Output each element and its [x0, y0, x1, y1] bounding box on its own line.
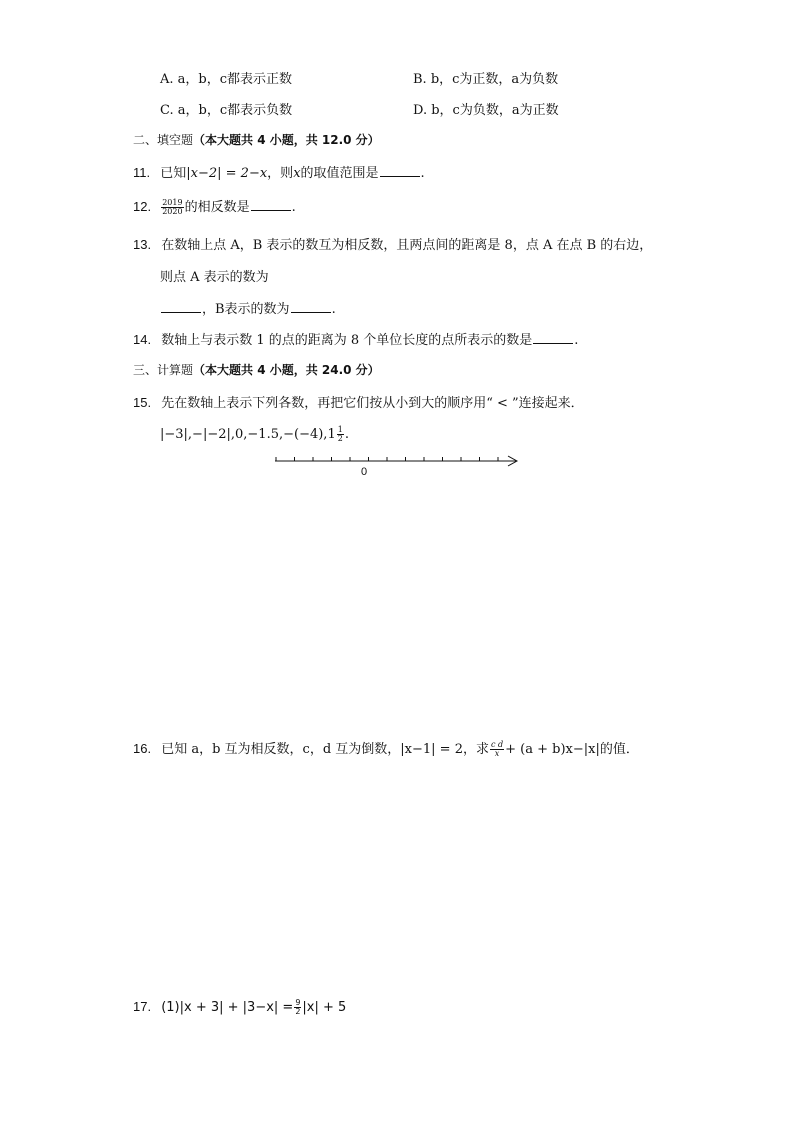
option-b: B. b，c为正数，a为负数 — [413, 72, 559, 87]
question-number: 13. — [133, 237, 152, 252]
question-number: 15. — [133, 395, 152, 410]
question-15-numbers: |−3|,−|−2|,0,−1.5,−(−4),1 $\frac{1}{2}$ . — [160, 425, 349, 443]
number-line — [270, 450, 522, 478]
question-number: 11. — [133, 165, 151, 180]
answer-blank[interactable] — [251, 198, 291, 211]
question-13-line2: 则点 A 表示的数为 — [160, 270, 269, 285]
question-text: 先在数轴上表示下列各数，再把它们按从小到大的顺序用“ < ”连接起来． — [161, 396, 584, 411]
option-c: C. a，b，c都表示负数 — [160, 103, 293, 118]
question-15 — [133, 392, 584, 411]
question-14: 14. 数轴上与表示数 1 的点的距离为 8 个单位长度的点所表示的数是 . — [133, 332, 579, 348]
section-note: （本大题共 4 小题，共 12.0 分） — [193, 133, 380, 147]
answer-blank-a[interactable] — [161, 300, 201, 313]
section-note: （本大题共 4 小题，共 24.0 分） — [193, 363, 380, 377]
question-text-line1: 在数轴上点 A，B 表示的数互为相反数，且两点间的距离是 8，点 A 在点 B 的右边， — [161, 238, 653, 253]
question-text: (1)|x + 3| + |3−x| = $\frac{9}{2}$ |x| + 5 — [161, 998, 347, 1016]
fraction: $\frac{2019}{2020}$ — [162, 198, 183, 216]
fraction: $\frac{\text{c d}}{x}$ — [490, 740, 504, 758]
question-number: 12. — [133, 199, 152, 214]
fraction: $\frac{9}{2}$ — [295, 998, 301, 1016]
question-number: 17. — [133, 999, 152, 1014]
number-list: |−3|,−|−2|,0,−1.5,−(−4),1 — [160, 427, 336, 442]
question-12: 12. $\frac{2019}{2020}$ 的相反数是 . — [133, 198, 296, 216]
question-number: 14. — [133, 332, 152, 347]
question-text: 数轴上与表示数 1 的点的距离为 8 个单位长度的点所表示的数是 — [161, 333, 533, 348]
question-text: 已知|x−2| = 2−x，则x的取值范围是 — [160, 166, 379, 181]
question-text: 已知 a，b 互为相反数，c，d 互为倒数，|x−1| = 2，求 $\frac{\text{c d}}{x}$ + (a + b)x−|x|的值． — [161, 740, 639, 758]
number-line-ticks — [276, 457, 498, 461]
question-13-line3: ，B表示的数为 . — [160, 298, 336, 317]
section-title: 三、计算题 — [133, 363, 194, 377]
answer-blank-b[interactable] — [291, 300, 331, 313]
question-11: 11. 已知|x−2| = 2−x，则x的取值范围是 . — [133, 165, 425, 181]
fraction: $\frac{1}{2}$ — [337, 425, 343, 443]
section-heading-calculation — [133, 361, 380, 378]
section-heading-fill-blank — [133, 131, 380, 148]
question-number: 16. — [133, 741, 152, 756]
option-a: A. a，b，c都表示正数 — [160, 72, 293, 87]
answer-blank[interactable] — [380, 164, 420, 177]
option-d: D. b，c为负数，a为正数 — [413, 103, 559, 118]
section-title: 二、填空题 — [133, 133, 194, 147]
question-13 — [133, 234, 652, 253]
origin-label: 0 — [360, 466, 368, 478]
question-text: 的相反数是 — [184, 200, 250, 215]
question-16 — [133, 738, 639, 758]
question-17 — [133, 999, 346, 1016]
answer-blank[interactable] — [533, 331, 573, 344]
